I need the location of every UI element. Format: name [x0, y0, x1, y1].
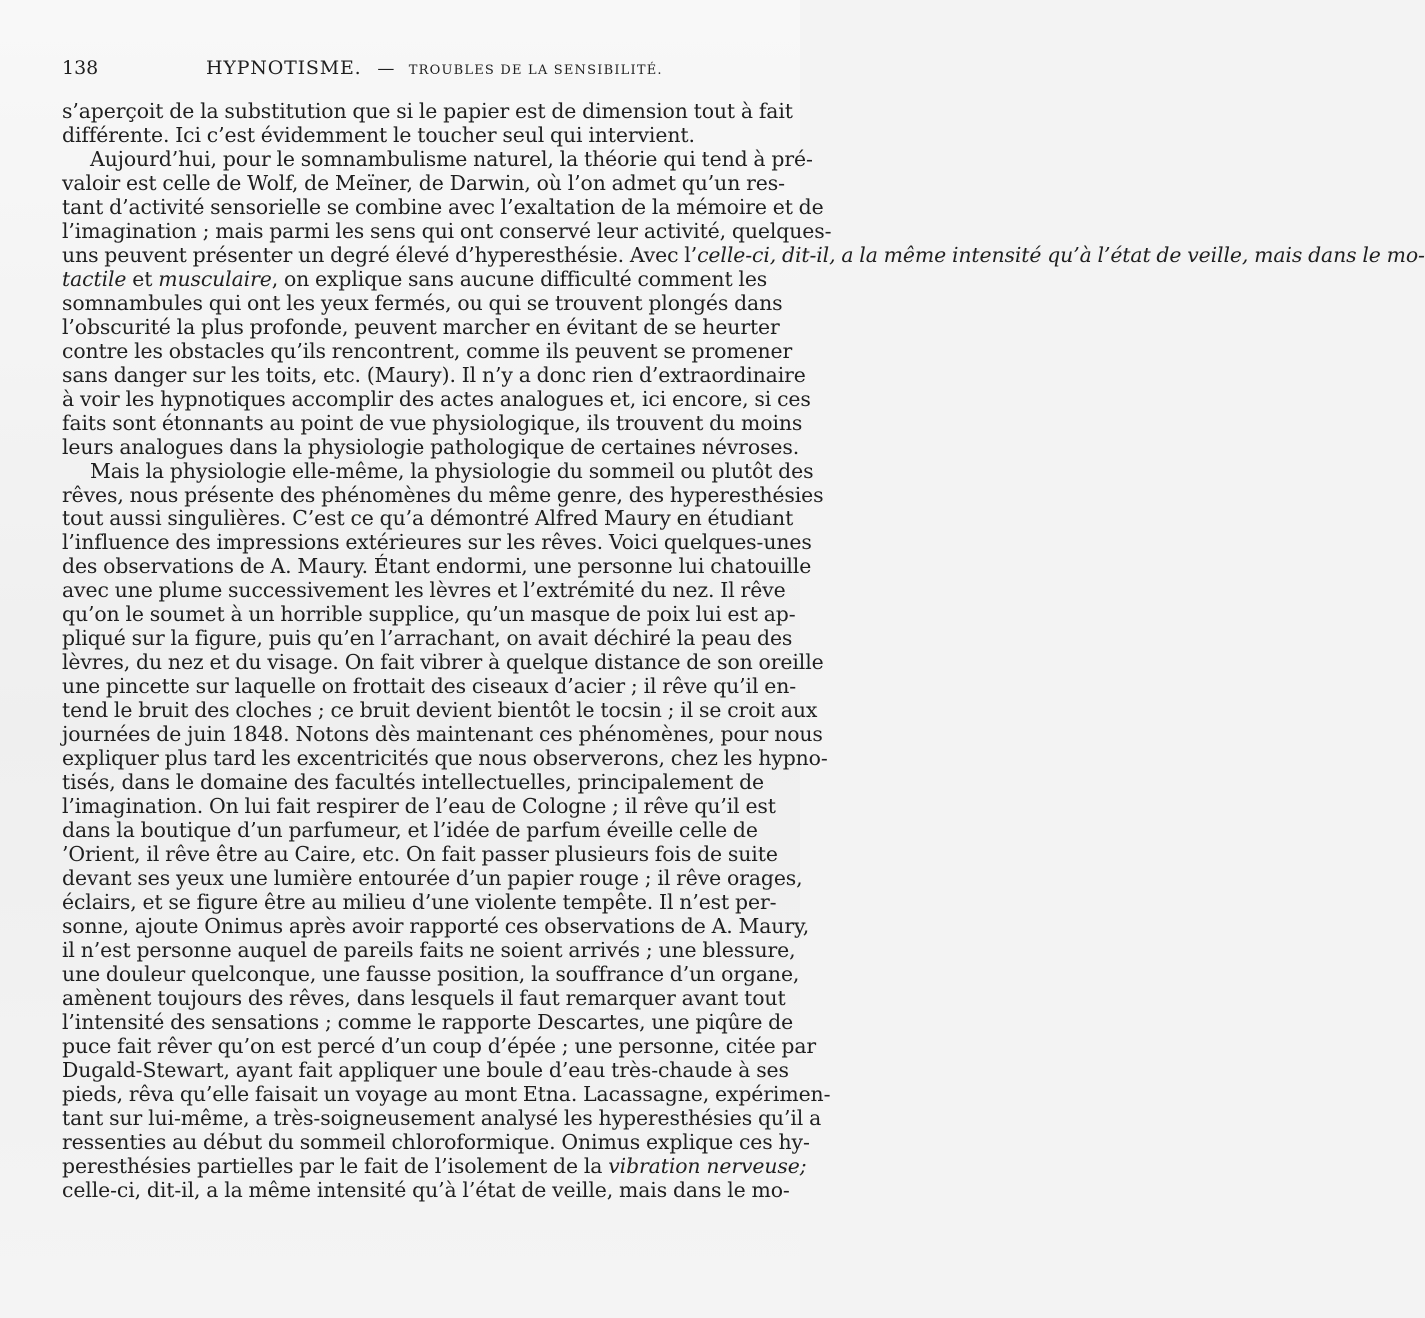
text-line-38: amènent toujours des rêves, dans lesquels il faut remarquer avant tout [62, 985, 786, 1010]
text-line-36: il n’est personne auquel de pareils faits ne soient arrivés ; une blessure, [62, 937, 796, 962]
text-line-08 [62, 266, 768, 291]
text-line-43: tant sur lui-même, a très-soigneusement analysé les hyperesthésies qu’il a [62, 1105, 822, 1130]
text-line-11: contre les obstacles qu’ils rencontrent, comme ils peuvent se promener [62, 338, 793, 363]
text-line-18: tout aussi singulières. C’est ce qu’a démontré Alfred Maury en étudiant [62, 506, 794, 531]
running-head-section-title: TROUBLES DE LA SENSIBILITÉ. [408, 63, 663, 78]
text-line-21: avec une plume successivement les lèvres et l’extrémité du nez. Il rêve [62, 578, 786, 603]
text-line-15: leurs analogues dans la physiologie pathologique de certaines névroses. [62, 434, 800, 459]
text-line-01: s’aperçoit de la substitution que si le papier est de dimension tout à fait [62, 99, 793, 123]
text-line-20: des observations de A. Maury. Étant endormi, une personne lui chatouille [62, 554, 812, 579]
text-line-16: Mais la physiologie elle-même, la physiologie du sommeil ou plutôt des [90, 458, 814, 483]
text-line-06: l’imagination ; mais parmi les sens qui ont conservé leur activité, quelques- [62, 218, 832, 243]
text-line-23: pliqué sur la figure, puis qu’en l’arrachant, on avait déchiré la peau des [62, 626, 793, 651]
italic-term-vibration-nerveuse: vibration nerveuse; [608, 1153, 807, 1178]
italic-term-tactile: tactile [62, 266, 127, 291]
text-line-27: journées de juin 1848. Notons dès maintenant ces phénomènes, pour nous [62, 722, 823, 747]
text-line-30: l’imagination. On lui fait respirer de l’eau de Cologne ; il rêve qu’il est [62, 794, 776, 819]
text-line-32: ’Orient, il rêve être au Caire, etc. On fait passer plusieurs fois de suite [62, 842, 778, 867]
page-header [62, 57, 800, 87]
text-line-41: Dugald-Stewart, ayant fait appliquer une boule d’eau très-chaude à ses [62, 1057, 789, 1082]
text-line-07-start: uns peuvent présenter un degré élevé d’hyperesthésie. Avec l’ [62, 242, 698, 267]
text-line-31: dans la boutique d’un parfumeur, et l’idée de parfum éveille celle de [62, 818, 758, 843]
text-line-04: valoir est celle de Wolf, de Meïner, de Darwin, où l’on admet qu’un res- [62, 170, 785, 195]
text-line-34: éclairs, et se figure être au milieu d’une violente tempête. Il n’est per- [62, 889, 777, 914]
running-head [206, 57, 663, 79]
text-line-13: à voir les hypnotiques accomplir des actes analogues et, ici encore, si ces [62, 386, 811, 411]
running-head-book-title: HYPNOTISME. [206, 57, 362, 79]
text-line-10: l’obscurité la plus profonde, peuvent marcher en évitant de se heurter [62, 314, 780, 339]
text-line-22: qu’on le soumet à un horrible supplice, qu’un masque de poix lui est ap- [62, 602, 796, 627]
text-line-08-end: , on explique sans aucune difficulté comment les [271, 266, 768, 291]
text-line-45-start: peresthésies partielles par le fait de l’isolement de la [62, 1153, 609, 1178]
text-line-42: pieds, rêva qu’elle faisait un voyage au mont Etna. Lacassagne, expérimen- [62, 1081, 831, 1106]
text-line-09: somnambules qui ont les yeux fermés, ou qui se trouvent plongés dans [62, 290, 783, 315]
text-line-35: sonne, ajoute Onimus après avoir rapporté ces observations de A. Maury, [62, 913, 810, 938]
text-line-17: rêves, nous présente des phénomènes du même genre, des hyperesthésies [62, 482, 824, 507]
running-head-separator: — [377, 59, 395, 79]
text-line-29: tisés, dans le domaine des facultés intellectuelles, principalement de [62, 770, 765, 795]
text-line-33: devant ses yeux une lumière entourée d’un papier rouge ; il rêve orages, [62, 866, 803, 890]
text-line-25: une pincette sur laquelle on frottait des ciseaux d’acier ; il rêve qu’il en- [62, 674, 797, 699]
text-line-07 [62, 242, 1425, 267]
italic-term-hyperesthesie: celle-ci, dit-il, a la même intensité qu’à l’état de veille, mais dans le mo- [697, 242, 1425, 267]
text-line-08-connector: et [126, 266, 159, 291]
text-line-39: l’intensité des sensations ; comme le rapporte Descartes, une piqûre de [62, 1009, 794, 1034]
text-line-28: expliquer plus tard les excentricités que nous observerons, chez les hypno- [62, 746, 828, 771]
text-line-37: une douleur quelconque, une fausse position, la souffrance d’un organe, [62, 961, 800, 986]
text-line-02: différente. Ici c’est évidemment le toucher seul qui intervient. [62, 122, 695, 147]
text-line-40: puce fait rêver qu’on est percé d’un coup d’épée ; une personne, citée par [62, 1033, 817, 1058]
text-line-24: lèvres, du nez et du visage. On fait vibrer à quelque distance de son oreille [62, 650, 824, 675]
text-line-14: faits sont étonnants au point de vue physiologique, ils trouvent du moins [62, 410, 803, 435]
body-text [62, 99, 1425, 1202]
text-line-12: sans danger sur les toits, etc. (Maury). Il n’y a donc rien d’extraordinaire [62, 362, 806, 387]
italic-term-musculaire: musculaire [158, 266, 272, 291]
text-line-26: tend le bruit des cloches ; ce bruit devient bientôt le tocsin ; il se croit aux [62, 698, 818, 723]
text-line-19: l’influence des impressions extérieures sur les rêves. Voici quelques-unes [62, 530, 812, 555]
text-line-46: celle-ci, dit-il, a la même intensité qu’à l’état de veille, mais dans le mo- [62, 1177, 790, 1202]
text-line-44: ressenties au début du sommeil chloroformique. Onimus explique ces hy- [62, 1129, 810, 1154]
text-line-03: Aujourd’hui, pour le somnambulisme naturel, la théorie qui tend à pré- [90, 146, 813, 171]
text-line-05: tant d’activité sensorielle se combine avec l’exaltation de la mémoire et de [62, 194, 824, 219]
page-number: 138 [62, 57, 99, 79]
text-line-45 [62, 1153, 807, 1178]
